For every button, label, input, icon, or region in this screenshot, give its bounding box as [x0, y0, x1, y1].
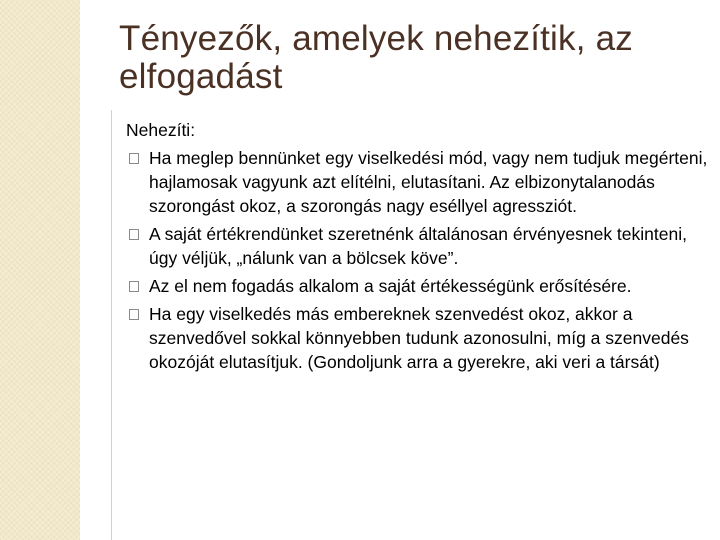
- vertical-divider-line: [111, 110, 112, 540]
- bullet-list: [126, 146, 711, 374]
- list-item: [126, 146, 711, 218]
- square-bullet-icon: [129, 281, 139, 292]
- square-bullet-icon: [129, 229, 139, 240]
- bullet-text: Ha meglep bennünket egy viselkedési mód, vagy nem tudjuk megérteni, hajlamosak vagyunk azt elítélni, elutasítani. Az elbizonytalanodás szorongást okoz, a szorongás nagy eséllyel agressziót.: [149, 148, 708, 216]
- bullet-text: A saját értékrendünket szeretnénk általánosan érvényesnek tekinteni, úgy véljük, „nálunk van a bölcsek köve”.: [149, 224, 687, 268]
- list-item: [126, 302, 711, 374]
- intro-text: Nehezíti:: [126, 120, 196, 140]
- list-item: [126, 222, 711, 270]
- bullet-text: Ha egy viselkedés más embereknek szenvedést okoz, akkor a szenvedővel sokkal könnyebben tudunk azonosulni, míg a szenvedés okozóját elutasítjuk. (Gondoljunk arra a gyerekre, aki veri a társát): [149, 304, 689, 372]
- slide-title: Tényezők, amelyek nehezítik, az elfogadást: [119, 19, 633, 96]
- bullet-text: Az el nem fogadás alkalom a saját értékességünk erősítésére.: [149, 276, 632, 296]
- square-bullet-icon: [129, 153, 139, 164]
- square-bullet-icon: [129, 309, 139, 320]
- list-item: [126, 274, 711, 298]
- slide-body: [126, 118, 711, 378]
- decorative-side-strip: [0, 0, 80, 540]
